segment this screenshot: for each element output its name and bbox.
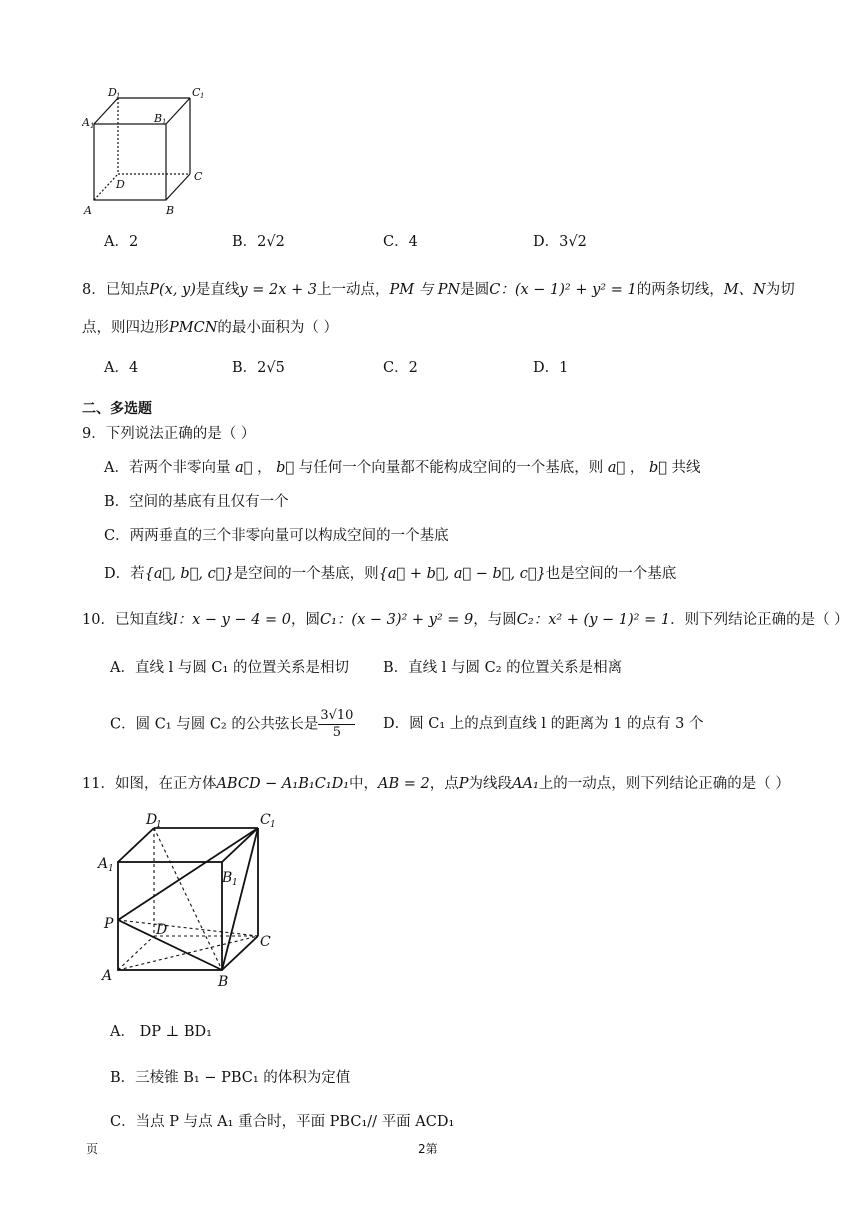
q8-option-a[interactable]: A．4 xyxy=(104,360,139,376)
q8-option-b[interactable]: B．2√5 xyxy=(232,360,285,376)
q11-label-c1: C xyxy=(260,812,271,828)
svg-text:1: 1 xyxy=(162,118,167,126)
q7-option-a[interactable]: A．2 xyxy=(104,234,139,250)
q7-label-b1: B xyxy=(154,112,163,125)
q11-label-b: B xyxy=(218,974,229,990)
svg-text:1: 1 xyxy=(108,864,114,874)
svg-text:1: 1 xyxy=(232,878,238,888)
q11-label-b1: B xyxy=(222,870,233,886)
q10-option-a[interactable]: A．直线 l 与圆 C₁ 的位置关系是相切 xyxy=(110,660,349,676)
q9-option-b[interactable]: B．空间的基底有且仅有一个 xyxy=(104,494,289,510)
q11-cube-figure xyxy=(96,810,286,992)
svg-text:1: 1 xyxy=(156,820,162,830)
q9-option-a[interactable]: A．若两个非零向量 a⃗ ， b⃗ 与任何一个向量都不能构成空间的一个基底，则 a⃗ ， b⃗ 共线 xyxy=(104,460,701,476)
q11-label-a: A xyxy=(102,968,113,984)
svg-text:1: 1 xyxy=(200,92,205,100)
q8-option-c[interactable]: C．2 xyxy=(383,360,418,376)
q8-option-d[interactable]: D．1 xyxy=(533,360,569,376)
q10-option-d[interactable]: D．圆 C₁ 上的点到直线 l 的距离为 1 的点有 3 个 xyxy=(383,716,704,732)
q7-option-d[interactable]: D．3√2 xyxy=(533,234,587,250)
footer-page-left: 页 xyxy=(86,1142,99,1156)
q10-option-b[interactable]: B．直线 l 与圆 C₂ 的位置关系是相离 xyxy=(383,660,623,676)
q11-option-a[interactable]: A． DP ⊥ BD₁ xyxy=(110,1024,212,1040)
q7-label-c1: C xyxy=(192,86,201,99)
q9-option-d[interactable]: D．若{a⃗, b⃗, c⃗}是空间的一个基底，则{a⃗ + b⃗, a⃗ − b⃗, c⃗}也是空间的一个基底 xyxy=(104,566,677,582)
q8-stem-line1: 8．已知点P(x, y)是直线y = 2x + 3上一动点，PM 与 PN是圆C：(x − 1)² + y² = 1的两条切线，M、N为切 xyxy=(82,282,795,298)
q11-label-d: D xyxy=(156,922,168,938)
q11-option-c[interactable]: C．当点 P 与点 A₁ 重合时，平面 PBC₁// 平面 ACD₁ xyxy=(110,1114,455,1130)
q11-label-p: P xyxy=(104,916,114,932)
q7-label-a1: A xyxy=(82,116,90,129)
q7-label-b: B xyxy=(166,204,175,217)
svg-text:1: 1 xyxy=(116,92,121,100)
q11-option-b[interactable]: B．三棱锥 B₁ − PBC₁ 的体积为定值 xyxy=(110,1070,351,1086)
q7-label-d: D xyxy=(116,178,125,191)
q11-label-c: C xyxy=(260,934,271,950)
q11-label-d1: D xyxy=(146,812,158,828)
q7-option-c[interactable]: C．4 xyxy=(383,234,418,250)
q7-label-c: C xyxy=(194,170,203,183)
q7-option-b[interactable]: B．2√2 xyxy=(232,234,285,250)
q10-option-c[interactable]: C．圆 C₁ 与圆 C₂ 的公共弦长是 $\frac{3√10}{5}$ xyxy=(110,708,354,740)
svg-text:1: 1 xyxy=(270,820,276,830)
q9-option-c[interactable]: C．两两垂直的三个非零向量可以构成空间的一个基底 xyxy=(104,528,449,544)
q11-label-a1: A xyxy=(98,856,109,872)
q7-cube-figure xyxy=(82,84,212,219)
q10-stem: 10．已知直线l：x − y − 4 = 0，圆C₁：(x − 3)² + y² = 9，与圆C₂：x² + (y − 1)² = 1．则下列结论正确的是（ ） xyxy=(82,612,849,628)
section-title-multi-choice: 二、多选题 xyxy=(82,401,152,417)
q7-label-a: A xyxy=(84,204,92,217)
q8-stem-line2: 点，则四边形PMCN的最小面积为（ ） xyxy=(82,320,338,336)
q11-stem: 11．如图，在正方体ABCD − A₁B₁C₁D₁中，AB = 2，点P为线段AA₁上的一动点，则下列结论正确的是（ ） xyxy=(82,776,790,792)
q7-label-d1: D xyxy=(108,86,117,99)
svg-text:1: 1 xyxy=(90,122,95,130)
footer-page-number: 2第 xyxy=(418,1142,438,1156)
q9-stem: 9．下列说法正确的是（ ） xyxy=(82,426,256,442)
